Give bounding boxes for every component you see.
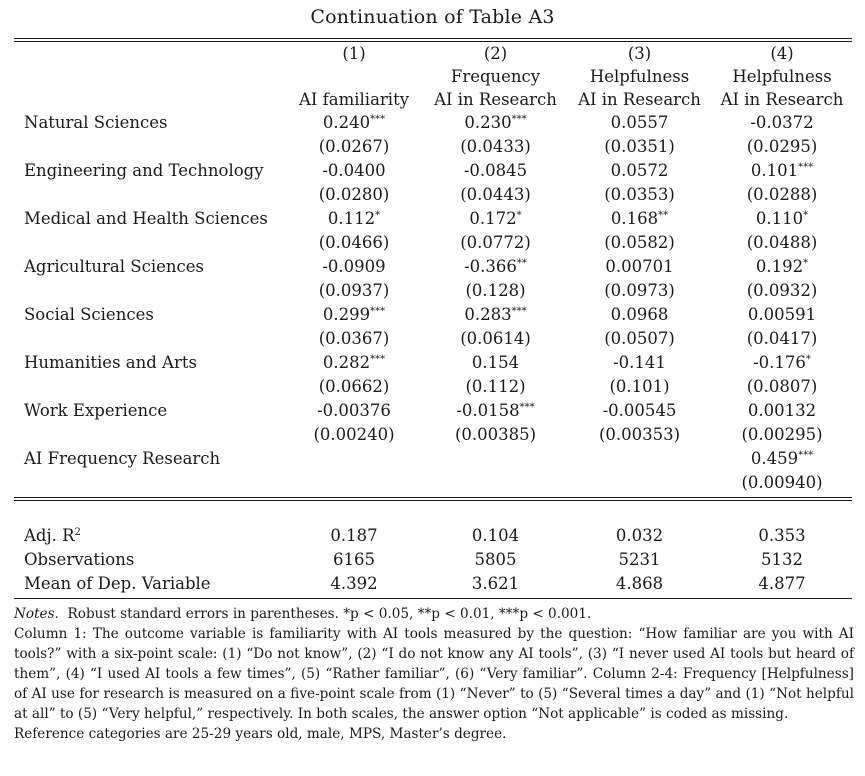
stats-table: [14, 524, 852, 596]
significance-stars: ***: [370, 354, 386, 365]
stats-label: Observations: [24, 550, 135, 569]
significance-stars: ***: [519, 402, 535, 413]
coef-value: 0.299: [322, 305, 371, 324]
stats-row: [14, 524, 852, 548]
coef-cell: [284, 159, 424, 183]
header-table: [14, 42, 852, 111]
coef-value: 0.112: [327, 209, 376, 228]
standard-error-cell: (0.128): [465, 281, 526, 300]
standard-error-cell: (0.00353): [598, 425, 681, 444]
se-stub: [14, 183, 284, 207]
stats-value: 0.187: [330, 526, 378, 545]
stats-value: 0.104: [471, 526, 520, 545]
coef-value: -0.176: [753, 353, 806, 372]
coef-value: 0.172: [469, 209, 517, 228]
coef-value: -0.0845: [463, 161, 528, 180]
table-caption: Continuation of Table A3: [310, 6, 555, 28]
stats-label-cell: [14, 524, 284, 548]
coef-value: 0.0557: [610, 113, 669, 132]
notes-reference-categories: Reference categories are 25-29 years old, male, MPS, Master’s degree.: [14, 726, 507, 742]
stats-row: [14, 548, 852, 572]
row-label: Work Experience: [24, 401, 168, 420]
se-row: [14, 375, 852, 399]
significance-stars: **: [658, 210, 669, 221]
coef-row: [14, 111, 852, 135]
stats-label-cell: [14, 548, 284, 572]
coef-cell: [567, 447, 712, 471]
standard-error-cell: [424, 471, 567, 495]
coef-row: [14, 399, 852, 423]
coef-cell: [712, 255, 852, 279]
coef-value: 0.0968: [610, 305, 669, 324]
standard-error-cell: (0.00385): [454, 425, 537, 444]
standard-error-cell: (0.0662): [318, 377, 390, 396]
significance-stars: ***: [798, 450, 814, 461]
standard-error-cell: (0.0582): [604, 233, 675, 252]
significance-stars: *: [805, 354, 811, 365]
coef-value: 0.282: [322, 353, 371, 372]
standard-error-cell: (0.00940): [741, 473, 823, 492]
coef-value: -0.0909: [322, 257, 386, 276]
se-row: [14, 231, 852, 255]
mid-rule-lower: [14, 500, 852, 501]
se-row: [14, 135, 852, 159]
coef-cell: [424, 255, 567, 279]
coef-value: 0.101: [750, 161, 799, 180]
stats-value: 3.621: [471, 574, 520, 593]
coef-cell: [284, 111, 424, 135]
se-stub: [14, 135, 284, 159]
coef-cell: [424, 351, 567, 375]
standard-error-cell: (0.00240): [313, 425, 395, 444]
coef-cell: [424, 447, 567, 471]
column-1-header-num: (1): [342, 44, 366, 63]
standard-error-cell: (0.0614): [460, 329, 531, 348]
coef-cell: [712, 399, 852, 423]
header-stub: [14, 88, 284, 111]
coef-value: -0.0158: [456, 401, 520, 420]
coef-cell: [284, 399, 424, 423]
significance-stars: *: [375, 210, 381, 221]
coef-row: [14, 207, 852, 231]
column-2-header-num: (2): [483, 44, 508, 63]
table-notes: [14, 604, 854, 744]
coef-value: 0.110: [755, 209, 804, 228]
se-stub: [14, 375, 284, 399]
coef-value: 0.192: [755, 257, 804, 276]
coef-cell: [567, 255, 712, 279]
coef-cell: [712, 447, 852, 471]
row-label: Agricultural Sciences: [24, 257, 204, 276]
coef-cell: [567, 351, 712, 375]
stats-value: 0.032: [615, 526, 664, 545]
standard-error-cell: (0.0488): [746, 233, 818, 252]
row-label: AI Frequency Research: [24, 449, 221, 468]
coef-value: 0.00701: [605, 257, 674, 276]
coef-cell: [284, 255, 424, 279]
significance-stars: ***: [511, 114, 527, 125]
top-rule-upper: [14, 38, 852, 39]
coef-cell: [284, 351, 424, 375]
se-row: [14, 183, 852, 207]
standard-error-cell: (0.0267): [318, 137, 390, 156]
significance-stars: ***: [511, 306, 527, 317]
stats-value: 0.353: [758, 526, 806, 545]
standard-error-cell: (0.0807): [746, 377, 818, 396]
coef-row: [14, 303, 852, 327]
coef-value: 0.230: [464, 113, 512, 132]
coef-value: 0.154: [471, 353, 520, 372]
standard-error-cell: (0.0353): [604, 185, 675, 204]
coef-cell: [284, 207, 424, 231]
standard-error-cell: (0.0973): [604, 281, 675, 300]
coef-value: -0.366: [464, 257, 517, 276]
coef-value: 0.240: [322, 113, 371, 132]
stats-value: 6165: [333, 550, 375, 569]
standard-error-cell: (0.0772): [460, 233, 531, 252]
coef-row: [14, 255, 852, 279]
se-stub: [14, 423, 284, 447]
column-4-header-line2: AI in Research: [720, 90, 844, 109]
se-row: [14, 423, 852, 447]
coef-value: 0.459: [750, 449, 799, 468]
column-1-header-line2: AI familiarity: [298, 90, 410, 109]
standard-error-cell: (0.00295): [741, 425, 823, 444]
stats-label: Adj. R: [24, 526, 75, 545]
se-stub: [14, 279, 284, 303]
coefficient-table: [14, 111, 852, 495]
coef-cell: [712, 207, 852, 231]
column-1-header-line1: [284, 65, 424, 88]
row-label: Social Sciences: [24, 305, 154, 324]
coef-value: -0.00376: [317, 401, 391, 420]
se-row: [14, 279, 852, 303]
coef-cell: [567, 303, 712, 327]
coef-value: -0.0372: [750, 113, 814, 132]
coef-row: [14, 159, 852, 183]
standard-error-cell: (0.0417): [746, 329, 818, 348]
coef-value: -0.141: [613, 353, 666, 372]
notes-column-description: Column 1: The outcome variable is familiarity with AI tools measured by the question: “How familiar are you with AI tools?” with a six-point scale: (1) “Do not know”, (2) “I do not know any AI tools”, (3) “I never used AI tools but heard of them”, (4) “I used AI tools a few times”, (5) “Rather familiar”, (6) “Very familiar”. Column 2-4: Frequency [Helpfulness] of AI use for research is measured on a five-point scale from (1) “Never” to (5) “Several times a day” and (1) “Not helpful at all” to (5) “Very helpful,” respectively. In both scales, the answer option “Not applicable” is coded as missing.: [14, 626, 854, 722]
column-2-header-line2: AI in Research: [434, 90, 557, 109]
significance-stars: *: [803, 258, 809, 269]
standard-error-cell: (0.0937): [318, 281, 390, 300]
stats-row: [14, 572, 852, 596]
coef-cell: [284, 447, 424, 471]
standard-error-cell: (0.0443): [460, 185, 531, 204]
coef-cell: [712, 111, 852, 135]
notes-significance: [14, 604, 854, 624]
standard-error-cell: [567, 471, 712, 495]
se-stub: [14, 327, 284, 351]
coef-value: -0.0400: [322, 161, 386, 180]
standard-error-cell: (0.0433): [460, 137, 531, 156]
coef-value: 0.168: [610, 209, 659, 228]
coef-cell: [284, 303, 424, 327]
standard-error-cell: [284, 471, 424, 495]
stats-label-cell: [14, 572, 284, 596]
coef-cell: [424, 399, 567, 423]
coef-value: 0.0572: [610, 161, 669, 180]
coef-value: 0.00591: [747, 305, 817, 324]
coef-cell: [424, 303, 567, 327]
standard-error-cell: (0.0288): [746, 185, 818, 204]
column-4-header-num: (4): [770, 44, 794, 63]
coef-cell: [424, 111, 567, 135]
header-stub: [14, 65, 284, 88]
column-4-header-line1: Helpfulness: [732, 67, 832, 86]
standard-error-cell: (0.0280): [318, 185, 390, 204]
row-label: Engineering and Technology: [24, 161, 264, 180]
row-label: Humanities and Arts: [24, 353, 197, 372]
stats-label: Mean of Dep. Variable: [24, 574, 211, 593]
significance-stars: ***: [370, 306, 386, 317]
column-2-header-line1: Frequency: [450, 67, 541, 86]
coef-value: 0.283: [464, 305, 512, 324]
mid-rule-upper: [14, 497, 852, 498]
coef-cell: [567, 159, 712, 183]
se-row: [14, 327, 852, 351]
significance-stars: ***: [798, 162, 814, 173]
row-label: Medical and Health Sciences: [24, 209, 268, 228]
standard-error-cell: (0.112): [465, 377, 526, 396]
stats-value: 4.868: [615, 574, 664, 593]
stats-value: 4.392: [330, 574, 378, 593]
standard-error-cell: (0.0351): [604, 137, 675, 156]
coef-cell: [567, 207, 712, 231]
coef-cell: [567, 399, 712, 423]
column-3-header-line1: Helpfulness: [589, 67, 690, 86]
significance-stars: *: [803, 210, 809, 221]
se-stub: [14, 471, 284, 495]
significance-text: Robust standard errors in parentheses. *p < 0.05, **p < 0.01, ***p < 0.001.: [67, 606, 592, 622]
row-label: Natural Sciences: [24, 113, 168, 132]
standard-error-cell: (0.0367): [318, 329, 390, 348]
coef-row: [14, 447, 852, 471]
bottom-rule: [14, 598, 852, 599]
header-row-line2: [14, 88, 852, 111]
stats-value: 5231: [618, 550, 661, 569]
header-row-num: [14, 42, 852, 65]
standard-error-cell: (0.101): [609, 377, 670, 396]
se-stub: [14, 231, 284, 255]
coef-cell: [712, 159, 852, 183]
coef-row: [14, 351, 852, 375]
significance-stars: ***: [370, 114, 386, 125]
significance-stars: **: [516, 258, 527, 269]
se-row: [14, 471, 852, 495]
notes-label: Notes.: [14, 606, 59, 622]
significance-stars: *: [516, 210, 522, 221]
standard-error-cell: (0.0507): [604, 329, 675, 348]
column-3-header-line2: AI in Research: [578, 90, 701, 109]
standard-error-cell: (0.0932): [746, 281, 818, 300]
coef-cell: [712, 351, 852, 375]
coef-cell: [567, 111, 712, 135]
coef-cell: [424, 207, 567, 231]
standard-error-cell: (0.0295): [746, 137, 818, 156]
coef-cell: [424, 159, 567, 183]
coef-value: 0.00132: [747, 401, 817, 420]
header-row-line1: [14, 65, 852, 88]
header-stub: [14, 42, 284, 65]
coef-cell: [712, 303, 852, 327]
column-3-header-num: (3): [627, 44, 652, 63]
stats-value: 4.877: [758, 574, 806, 593]
stats-value: 5805: [474, 550, 517, 569]
standard-error-cell: (0.0466): [318, 233, 390, 252]
stats-value: 5132: [761, 550, 803, 569]
stats-label-superscript: 2: [74, 527, 81, 538]
coef-value: -0.00545: [602, 401, 677, 420]
